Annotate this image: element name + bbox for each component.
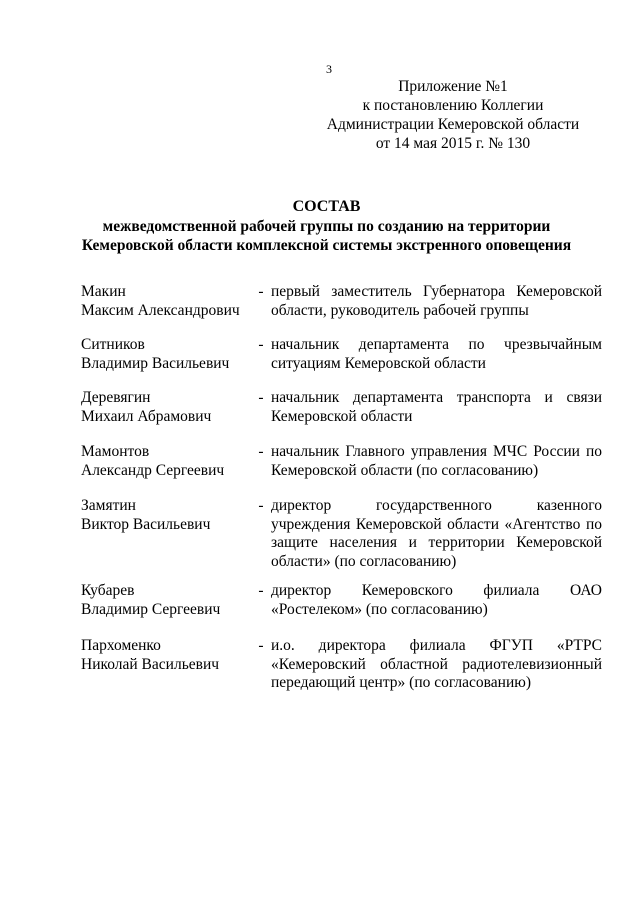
- member-row: [81, 389, 602, 443]
- member-given-names: Владимир Васильевич: [81, 354, 230, 372]
- member-surname: Пархоменко: [81, 637, 161, 654]
- member-row: [81, 582, 602, 637]
- member-dash: -: [258, 389, 264, 406]
- member-name: [81, 336, 251, 373]
- member-given-names: Максим Александрович: [81, 301, 240, 319]
- member-list: [81, 283, 602, 693]
- member-dash: -: [258, 582, 264, 599]
- member-row: [81, 283, 602, 336]
- member-role: директор Кемеровского филиала ОАО «Ростелеком» (по согласованию): [271, 582, 602, 618]
- member-row: [81, 497, 602, 582]
- member-given-names: Николай Васильевич: [81, 655, 220, 673]
- member-role: директор государственного казенного учреждения Кемеровской области «Агентство по защите населения и территории Кемеровской области» (по согласованию): [271, 497, 602, 570]
- member-surname: Замятин: [81, 497, 136, 514]
- member-surname: Кубарев: [81, 582, 135, 599]
- member-role: первый заместитель Губернатора Кемеровской области, руководитель рабочей группы: [271, 283, 602, 319]
- member-name: [81, 497, 251, 534]
- appendix-line-4: от 14 мая 2015 г. № 130: [375, 135, 531, 152]
- title-line-2: Кемеровской области комплексной системы экстренного оповещения: [81, 237, 572, 254]
- member-surname: Макин: [81, 283, 126, 300]
- member-role: и.о. директора филиала ФГУП «РТРС «Кемеровский областной радиотелевизионный передающий центр» (по согласованию): [271, 637, 602, 691]
- document-title: [40, 197, 613, 255]
- member-given-names: Александр Сергеевич: [81, 461, 225, 479]
- member-dash: -: [258, 497, 264, 514]
- page-number: 3: [326, 62, 332, 76]
- member-surname: Деревягин: [81, 389, 151, 406]
- member-dash: -: [258, 443, 264, 460]
- title-line-1: межведомственной рабочей группы по созданию на территории: [102, 218, 551, 235]
- member-name: [81, 283, 251, 320]
- member-role: начальник департамента по чрезвычайным ситуациям Кемеровской области: [271, 336, 602, 372]
- member-row: [81, 637, 602, 693]
- member-given-names: Виктор Васильевич: [81, 515, 211, 533]
- member-role: начальник департамента транспорта и связи Кемеровской области: [271, 389, 602, 425]
- member-name: [81, 637, 251, 674]
- appendix-header: [320, 77, 586, 153]
- member-dash: -: [258, 336, 264, 353]
- appendix-line-2: к постановлению Коллегии: [362, 97, 544, 114]
- appendix-line-3: Администрации Кемеровской области: [326, 116, 580, 133]
- member-surname: Ситников: [81, 336, 145, 353]
- member-given-names: Владимир Сергеевич: [81, 600, 221, 618]
- member-row: [81, 336, 602, 389]
- member-name: [81, 582, 251, 619]
- member-dash: -: [258, 283, 264, 300]
- title-heading: СОСТАВ: [292, 198, 361, 215]
- member-role: начальник Главного управления МЧС России по Кемеровской области (по согласованию): [271, 443, 602, 479]
- member-name: [81, 443, 251, 480]
- appendix-line-1: Приложение №1: [398, 78, 508, 95]
- member-given-names: Михаил Абрамович: [81, 407, 212, 425]
- member-dash: -: [258, 637, 264, 654]
- member-row: [81, 443, 602, 497]
- member-surname: Мамонтов: [81, 443, 150, 460]
- member-name: [81, 389, 251, 426]
